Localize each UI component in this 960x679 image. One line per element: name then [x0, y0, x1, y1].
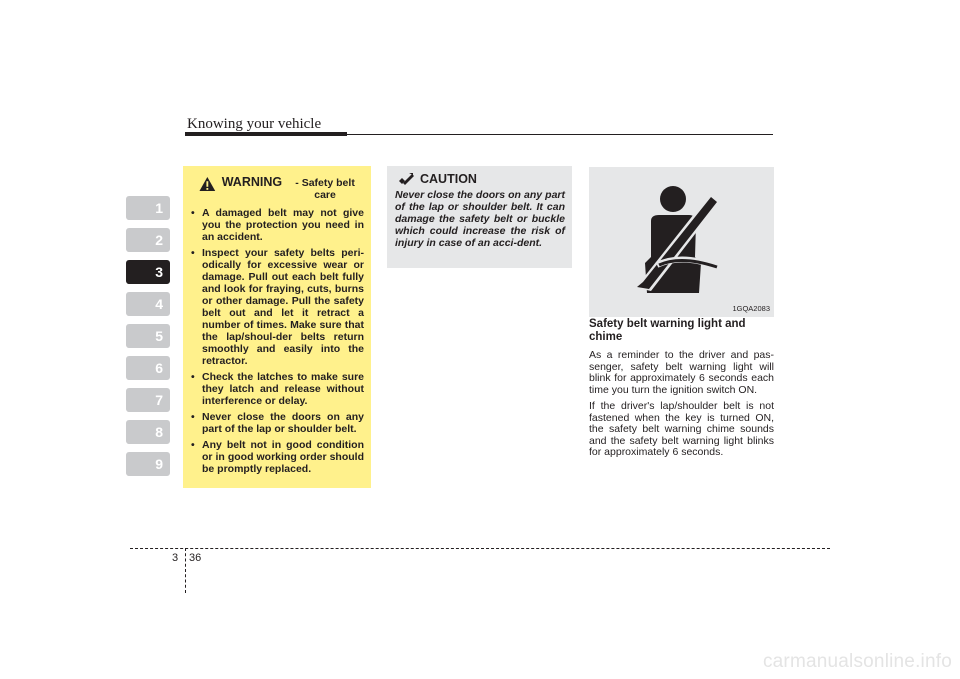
- chapter-tab-5[interactable]: 5: [126, 324, 170, 348]
- warning-triangle-icon: [199, 176, 216, 192]
- page-header-title: Knowing your vehicle: [187, 116, 322, 132]
- warning-subtitle: - Safety belt care: [295, 177, 355, 201]
- caution-box: [387, 166, 572, 268]
- caution-text: Never close the doors on any part of the lap or shoulder belt. It can damage the safety belt or buckle which could increase the risk of injury in case of an acci-dent.: [395, 189, 565, 249]
- warning-item: • A damaged belt may not give you the protection you need in an accident.: [191, 207, 364, 243]
- caution-title: CAUTION: [420, 172, 477, 186]
- figure-code: 1GQA2083: [732, 304, 770, 313]
- caution-header: [398, 172, 565, 186]
- caution-slash-icon: [398, 172, 414, 186]
- chapter-tab-2[interactable]: 2: [126, 228, 170, 252]
- body-paragraph: If the driver's lap/shoulder belt is not fastened when the key is turned ON, the safety belt warning chime sounds and the safety belt warning light blinks for approximately 6 seconds.: [589, 400, 774, 458]
- chapter-tabs: [126, 196, 170, 484]
- footer-vertical-rule: [185, 548, 186, 593]
- warning-item: • Inspect your safety belts peri-odically for excessive wear or damage. Pull out each belt fully and look for fraying, cuts, burns or other damage. Pull the safety belt out and let it retract a number of times. Make sure that the lap/shoul-der belts return smoothly and easily into the retractor.: [191, 247, 364, 367]
- warning-list: [191, 207, 364, 475]
- footer-chapter: 3: [172, 552, 179, 564]
- warning-header: [199, 175, 364, 201]
- chapter-tab-8[interactable]: 8: [126, 420, 170, 444]
- section-body: [589, 350, 774, 464]
- chapter-tab-1[interactable]: 1: [126, 196, 170, 220]
- warning-item: • Any belt not in good condition or in good working order should be promptly replaced.: [191, 439, 364, 475]
- footer-page-number: 36: [189, 552, 202, 564]
- chapter-tab-3[interactable]: 3: [126, 260, 170, 284]
- chapter-tab-4[interactable]: 4: [126, 292, 170, 316]
- chapter-tab-7[interactable]: 7: [126, 388, 170, 412]
- seat-belt-warning-icon: [633, 183, 729, 299]
- warning-title: WARNING: [221, 175, 283, 189]
- chapter-tab-6[interactable]: 6: [126, 356, 170, 380]
- seat-belt-figure: [589, 167, 774, 317]
- section-title: Safety belt warning light and chime: [589, 318, 746, 343]
- warning-item: • Never close the doors on any part of the lap or shoulder belt.: [191, 411, 364, 435]
- body-paragraph: As a reminder to the driver and pas-senger, safety belt warning light will blink for approximately 6 seconds each time you turn the ignition switch ON.: [589, 349, 774, 396]
- chapter-tab-9[interactable]: 9: [126, 452, 170, 476]
- footer-rule: [130, 548, 830, 549]
- warning-box: [183, 166, 371, 488]
- warning-item: • Check the latches to make sure they latch and release without interference or delay.: [191, 371, 364, 407]
- watermark: carmanualsonline.info: [762, 651, 952, 672]
- header-rule: [185, 134, 773, 135]
